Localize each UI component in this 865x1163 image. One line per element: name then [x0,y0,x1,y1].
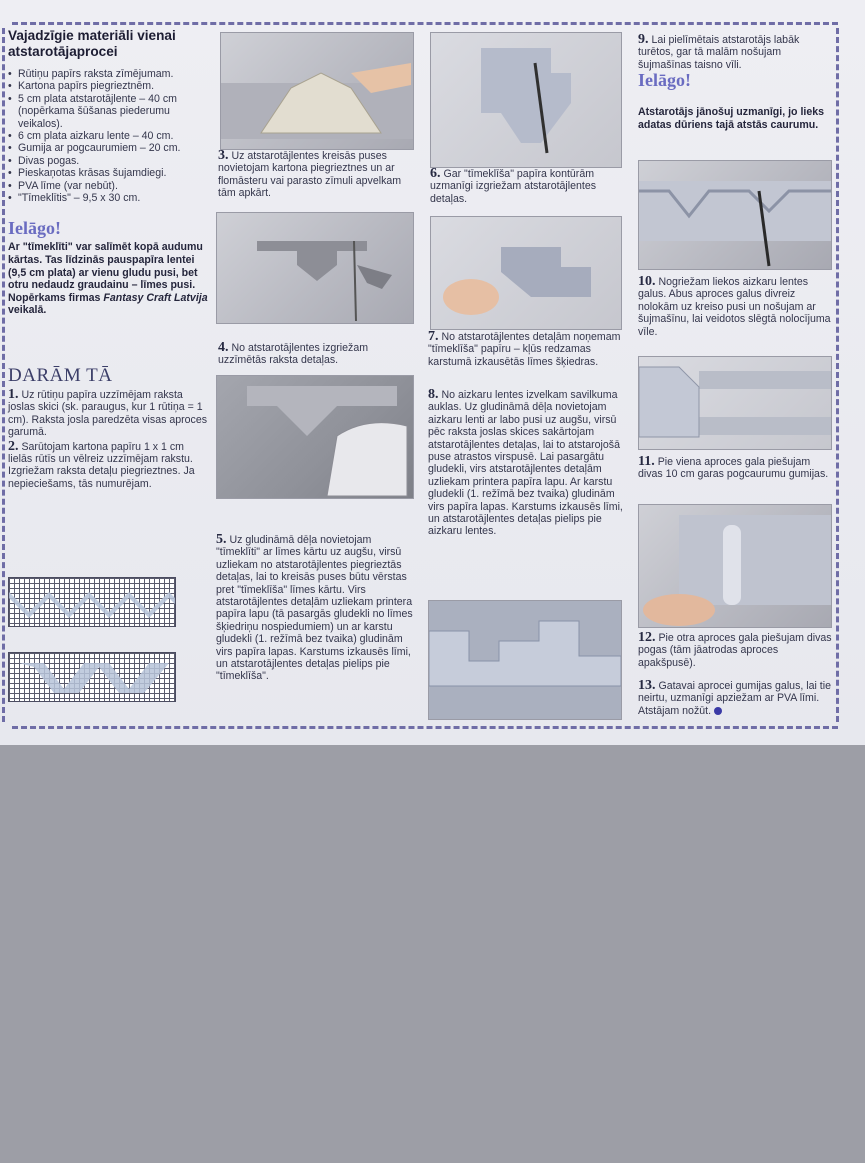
dashed-border-bottom [12,726,838,729]
step-10-caption: 10. Nogriežam liekos aizkaru lentes galus. Abus aproces galus divreiz nolokām uz kreiso pusi un nošujam ar šujmašīnu, lai veidotos slēgtā nolocījuma vīle. [638,274,831,338]
dashed-border-right [836,28,839,722]
materials-item: • Rūtiņu papīrs raksta zīmējumam. [8,68,208,80]
step-8-photo [428,600,622,720]
step-3-caption: 3. Uz atstarotājlentes kreisās puses novietojam kartona piegrieztnes un ar flomāsteru vai parasto zīmuli apvelkam tām apkārt. [218,148,402,200]
step-7-photo [430,216,622,330]
materials-item: • "Tīmeklītis" – 9,5 x 30 cm. [8,192,208,204]
materials-list [8,68,208,204]
step-6-photo [430,32,622,168]
materials-item: • 6 cm plata aizkaru lente – 40 cm. [8,130,208,142]
materials-item: • Kartona papīrs piegrieztnēm. [8,80,208,92]
dashed-border-top [12,22,838,25]
materials-item: • Gumija ar pogcaurumiem – 20 cm. [8,142,208,154]
section-title: DARĀM TĀ [8,365,113,387]
step-11-caption: 11. Pie viena aproces gala piešujam divas 10 cm garas pogcaurumu gumijas. [638,454,829,481]
end-dot-icon [714,707,722,715]
brand-name: Fantasy Craft Latvija [103,291,208,304]
step-9-caption: 9. Lai pielīmētais atstarotājs labāk turētos, gar tā malām nošujam šujmašīnas taisno vīli. [638,32,800,71]
tip2-text: Atstarotājs jānošuj uzmanīgi, jo lieks adatas dūriens tajā atstās caurumu. [638,106,825,131]
step-7-caption: 7. No atstarotājlentes detaļām noņemam "tīmeklīša" papīru – kļūs redzamas karstumā izkausētās līmes šķiedras. [428,329,621,368]
materials-item: • 5 cm plata atstarotājlente – 40 cm (nopērkama šūšanas piederumu veikalos). [8,93,208,130]
step-10-photo [638,356,832,450]
dashed-border-left [2,28,5,722]
step-5-caption: 5. Uz gludināmā dēļa novietojam "tīmeklīti" ar līmes kārtu uz augšu, virsū uzliekam no atstarotājlentes piegrieztās detaļas, lai to kreisās puses būtu vērstas pret "tīmeklīša" līmes kārtu. Virs atstarotājlentes detaļām uzliekam printera papīra lapu (tā pasargās gludekli no līmes šķiedriņu nospiedumiem) un ar karstu gludekli (1. režīmā bez tvaika) gludinām virs papīra lapas. Karstums izkausēs līmi, un atstarotājlentes detaļas pielips pie "tīmeklīša". [216,532,413,683]
materials-column [8,28,208,492]
materials-item: • PVA līme (var nebūt). [8,180,208,192]
step-12-caption: 12. Pie otra aproces gala piešujam divas pogas (tām jāatrodas aproces apakšpusē). [638,630,832,669]
tip-heading: Ielāgo! [8,218,61,239]
step-4-caption: 4. No atstarotājlentes izgriežam uzzīmētās raksta detaļas. [218,340,369,367]
step-3-photo [220,32,414,150]
step-8-caption: 8. No aizkaru lentes izvelkam savilkuma auklas. Uz gludināmā dēļa novietojam aizkaru lenti ar labo pusi uz augšu, virsū pēc raksta joslas skices sakārtojam atstarotājlentes detaļas, lai to atstarojošā puse atrastos virspusē. Lai pasargātu gludekli, virs atstarotājlentes detaļām uzliekam printera papīra lapu. Ar karstu gludekli (1. režīmā bez tvaika) gludinām virs papīra lapas. Karstums izkausēs līmi, un atstarotājlentes detaļas pielips pie aizkaru lentes. [428,387,623,538]
step-11-photo [638,504,832,628]
step-2: 2. Sarūtojam kartona papīru 1 x 1 cm lielās rūtīs un vēlreiz uzzīmējam rakstu. Izgriežam raksta detaļu piegrieztnes. Ja nepieciešams, tās numurējam. [8,438,195,490]
tip2-heading: Ielāgo! [638,70,691,90]
pattern-grid-2 [8,652,176,702]
materials-item: • Pieskaņotas krāsas šujamdiegi. [8,167,208,179]
step-9-photo [638,160,832,270]
step-1: 1. Uz rūtiņu papīra uzzīmējam raksta joslas skici (sk. paraugus, kur 1 rūtiņa = 1 cm). Raksta josla paredzēta visas aproces garumā. [8,387,208,439]
step-13-caption: 13. Gatavai aprocei gumijas galus, lai tie neirtu, uzmanīgi apziežam ar PVA līmi. Atstājam nožūt. [638,678,831,717]
tip-text: Ar "tīmeklīti" var salīmēt kopā audumu kārtas. Tas līdzinās pauspapīra lentei (9,5 cm plata) ar vienu gludu pusi, bet otru nedaudz graudainu – līmes pusi. Nopērkams firmas Fantasy Craft Latvija veikalā. [8,241,208,317]
step-6-caption: 6. Gar "tīmeklīša" papīra kontūrām uzmanīgi izgriežam atstarotājlentes detaļas. [430,166,597,205]
step-4-photo [216,212,414,324]
materials-item: • Divas pogas. [8,155,208,167]
materials-title: Vajadzīgie materiāli vienai atstarotājaprocei [8,28,176,59]
pattern-grid-1 [8,577,176,627]
step-5-photo [216,375,414,499]
